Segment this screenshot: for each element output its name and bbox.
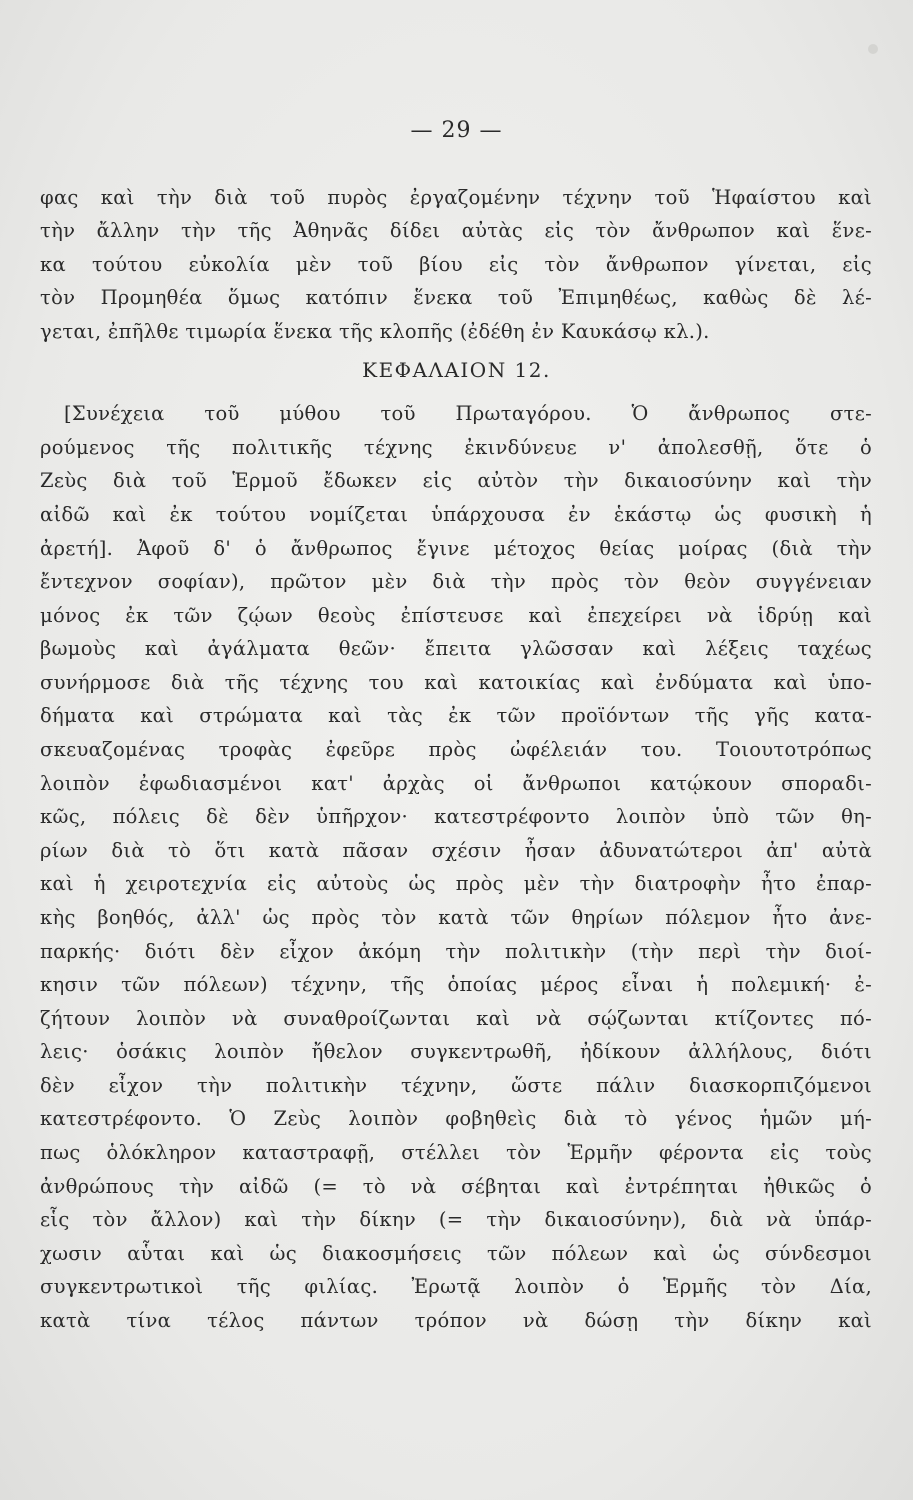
text-line: καὶ ἡ χειροτεχνία εἰς αὐτοὺς ὡς πρὸς μὲν τὴν διατροφὴν ἦτο ἐπαρ- xyxy=(40,872,872,895)
text-line: συνήρμοσε διὰ τῆς τέχνης του καὶ κατοικίας καὶ ἐνδύματα καὶ ὑπο- xyxy=(40,671,872,694)
text-line: φας καὶ τὴν διὰ τοῦ πυρὸς ἐργαζομένην τέχνην τοῦ Ἡφαίστου καὶ xyxy=(40,186,872,209)
text-line: σκευαζομένας τροφὰς ἐφεῦρε πρὸς ὠφέλειάν του. Τοιουτοτρόπως xyxy=(40,738,872,761)
text-line: ζήτουν λοιπὸν νὰ συναθροίζωνται καὶ νὰ σῴζωνται κτίζοντες πό- xyxy=(40,1007,872,1030)
text-line: ἀνθρώπους τὴν αἰδῶ (= τὸ νὰ σέβηται καὶ ἐντρέπηται ἠθικῶς ὁ xyxy=(40,1175,872,1198)
text-line: παρκής· διότι δὲν εἶχον ἀκόμη τὴν πολιτικὴν (τὴν περὶ τὴν διοί- xyxy=(40,940,872,963)
text-line: κατὰ τίνα τέλος πάντων τρόπον νὰ δώσῃ τὴν δίκην καὶ xyxy=(40,1309,872,1332)
text-line: [Συνέχεια τοῦ μύθου τοῦ Πρωταγόρου. Ὁ ἄνθρωπος στε- xyxy=(64,402,872,425)
text-line: κησιν τῶν πόλεων) τέχνην, τῆς ὁποίας μέρος εἶναι ἡ πολεμική· ἐ- xyxy=(40,973,872,996)
text-line: κῶς, πόλεις δὲ δὲν ὑπῆρχον· κατεστρέφοντο λοιπὸν ὑπὸ τῶν θη- xyxy=(40,805,872,828)
text-line: μόνος ἐκ τῶν ζῴων θεοὺς ἐπίστευσε καὶ ἐπεχείρει νὰ ἱδρύῃ καὶ xyxy=(40,604,872,627)
text-line: ἀρετή]. Ἀφοῦ δ' ὁ ἄνθρωπος ἔγινε μέτοχος θείας μοίρας (διὰ τὴν xyxy=(40,537,872,560)
text-line: κα τούτου εὐκολία μὲν τοῦ βίου εἰς τὸν ἄνθρωπον γίνεται, εἰς xyxy=(40,253,872,276)
text-line: τὸν Προμηθέα ὅμως κατόπιν ἕνεκα τοῦ Ἐπιμηθέως, καθὼς δὲ λέ- xyxy=(40,286,872,309)
paper-blemish xyxy=(868,44,878,54)
text-line: λοιπὸν ἐφωδιασμένοι κατ' ἀρχὰς οἱ ἄνθρωποι κατῴκουν σποραδι- xyxy=(40,772,872,795)
text-line: αἰδῶ καὶ ἐκ τούτου νομίζεται ὑπάρχουσα ἐν ἑκάστῳ ὡς φυσικὴ ἡ xyxy=(40,503,872,526)
text-line: λεις· ὁσάκις λοιπὸν ἤθελον συγκεντρωθῆ, ἠδίκουν ἀλλήλους, διότι xyxy=(40,1040,872,1063)
text-line: πως ὁλόκληρον καταστραφῇ, στέλλει τὸν Ἑρμῆν φέροντα εἰς τοὺς xyxy=(40,1141,872,1164)
text-line: κὴς βοηθός, ἀλλ' ὡς πρὸς τὸν κατὰ τῶν θηρίων πόλεμον ἦτο ἀνε- xyxy=(40,906,872,929)
text-line: γεται, ἐπῆλθε τιμωρία ἕνεκα τῆς κλοπῆς (ἐδέθη ἐν Καυκάσῳ κλ.). xyxy=(40,320,710,343)
text-line: συγκεντρωτικοὶ τῆς φιλίας. Ἐρωτᾷ λοιπὸν ὁ Ἑρμῆς τὸν Δία, xyxy=(40,1275,872,1298)
text-line: δὲν εἶχον τὴν πολιτικὴν τέχνην, ὥστε πάλιν διασκορπιζόμενοι xyxy=(40,1074,872,1097)
text-line: τὴν ἄλλην τὴν τῆς Ἀθηνᾶς δίδει αὐτὰς εἰς τὸν ἄνθρωπον καὶ ἕνε- xyxy=(40,219,872,242)
text-line: ἔντεχνον σοφίαν), πρῶτον μὲν διὰ τὴν πρὸς τὸν θεὸν συγγένειαν xyxy=(40,570,872,593)
text-line: ρίων διὰ τὸ ὅτι κατὰ πᾶσαν σχέσιν ἦσαν ἀδυνατώτεροι ἀπ' αὐτὰ xyxy=(40,839,872,862)
text-line: Ζεὺς διὰ τοῦ Ἑρμοῦ ἔδωκεν εἰς αὐτὸν τὴν δικαιοσύνην καὶ τὴν xyxy=(40,469,872,492)
chapter-heading: ΚΕΦΑΛΑΙΟΝ 12. xyxy=(362,358,551,382)
page-number: — 29 — xyxy=(410,118,503,143)
text-line: βωμοὺς καὶ ἀγάλματα θεῶν· ἔπειτα γλῶσσαν καὶ λέξεις ταχέως xyxy=(40,637,872,660)
text-line: ρούμενος τῆς πολιτικῆς τέχνης ἐκινδύνευε ν' ἀπολεσθῇ, ὅτε ὁ xyxy=(40,436,872,459)
text-line: δήματα καὶ στρώματα καὶ τὰς ἐκ τῶν προϊόντων τῆς γῆς κατα- xyxy=(40,704,872,727)
text-line: κατεστρέφοντο. Ὁ Ζεὺς λοιπὸν φοβηθεὶς διὰ τὸ γένος ἡμῶν μή- xyxy=(40,1107,872,1130)
text-line: χωσιν αὗται καὶ ὡς διακοσμήσεις τῶν πόλεων καὶ ὡς σύνδεσμοι xyxy=(40,1242,872,1265)
text-line: εἷς τὸν ἄλλον) καὶ τὴν δίκην (= τὴν δικαιοσύνην), διὰ νὰ ὑπάρ- xyxy=(40,1208,872,1231)
